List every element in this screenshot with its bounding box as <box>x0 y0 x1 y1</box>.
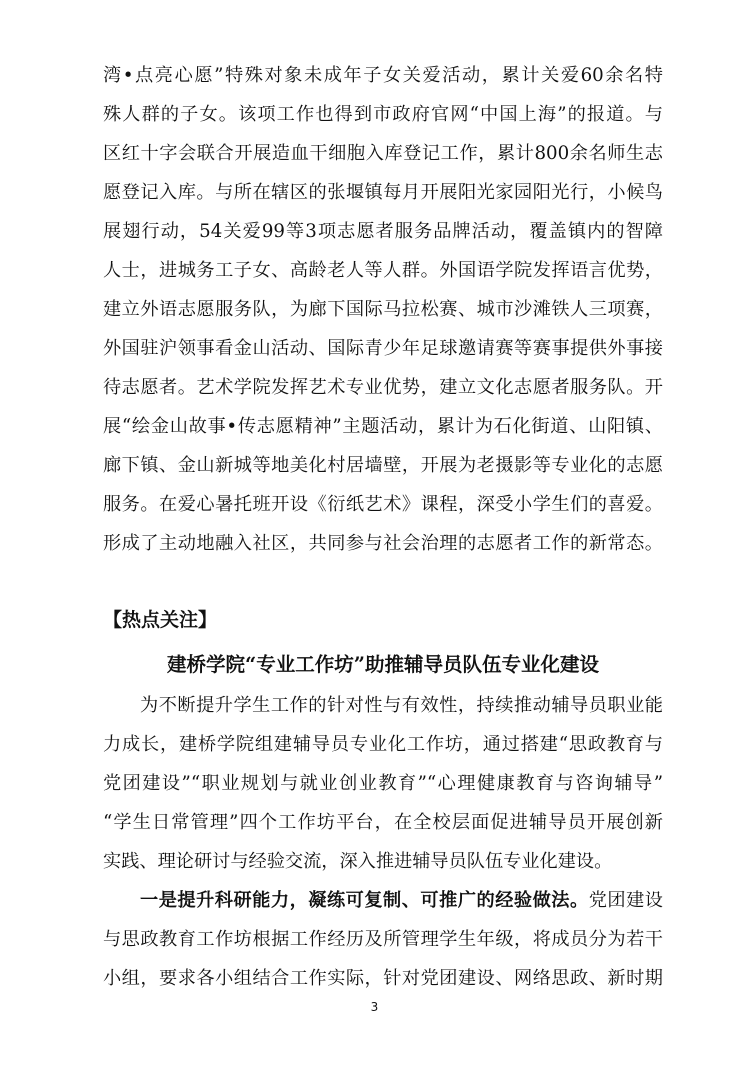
para2-line-3: 小组，要求各小组结合工作实际，针对党团建设、网络思政、新时期 <box>103 968 663 989</box>
para1-line-5: 实践、理论研讨与经验交流，深入推进辅导员队伍专业化建设。 <box>103 851 613 872</box>
intro-line-12: 服务。在爱心暑托班开设《衍纸艺术》课程，深受小学生们的喜爱。 <box>103 494 663 515</box>
intro-line-1: 湾•点亮心愿”特殊对象未成年子女关爱活动，累计关爱60余名特 <box>103 65 663 86</box>
intro-line-4: 愿登记入库。与所在辖区的张堰镇每月开展阳光家园阳光行，小候鸟 <box>103 182 663 203</box>
section-label: 【热点关注】 <box>103 609 218 631</box>
page-number: 3 <box>370 1000 379 1014</box>
intro-line-7: 建立外语志愿服务队，为廊下国际马拉松赛、城市沙滩铁人三项赛， <box>103 299 663 320</box>
intro-line-9: 待志愿者。艺术学院发挥艺术专业优势，建立文化志愿者服务队。开 <box>103 377 663 398</box>
para2-line-2: 与思政教育工作坊根据工作经历及所管理学生年级，将成员分为若干 <box>103 929 663 950</box>
intro-line-2: 殊人群的子女。该项工作也得到市政府官网“中国上海”的报道。与 <box>103 104 663 125</box>
para2-first-rest: 党团建设 <box>588 890 663 911</box>
intro-line-8: 外国驻沪领事看金山活动、国际青少年足球邀请赛等赛事提供外事接 <box>103 338 663 359</box>
para2-line-1 <box>140 884 663 918</box>
para2-bold-lead: 一是提升科研能力，凝练可复制、可推广的经验做法。 <box>140 890 589 911</box>
para1-line-2: 力成长，建桥学院组建辅导员专业化工作坊，通过搭建“思政教育与 <box>103 734 663 755</box>
intro-line-5: 展翅行动，54关爱99等3项志愿者服务品牌活动，覆盖镇内的智障 <box>103 221 663 242</box>
intro-line-10: 展“绘金山故事•传志愿精神”主题活动，累计为石化街道、山阳镇、 <box>103 416 663 437</box>
intro-line-3: 区红十字会联合开展造血干细胞入库登记工作，累计800余名师生志 <box>103 143 663 164</box>
intro-line-11: 廊下镇、金山新城等地美化村居墙壁，开展为老摄影等专业化的志愿 <box>103 455 663 476</box>
intro-line-6: 人士，进城务工子女、高龄老人等人群。外国语学院发挥语言优势， <box>103 260 663 281</box>
intro-line-13: 形成了主动地融入社区，共同参与社会治理的志愿者工作的新常态。 <box>103 533 663 554</box>
article-title: 建桥学院“专业工作坊”助推辅导员队伍专业化建设 <box>167 653 599 676</box>
para1-line-3: 党团建设”“职业规划与就业创业教育”“心理健康教育与咨询辅导” <box>103 773 663 794</box>
para1-line-4: “学生日常管理”四个工作坊平台，在全校层面促进辅导员开展创新 <box>103 812 663 833</box>
para1-line-1: 为不断提升学生工作的针对性与有效性，持续推动辅导员职业能 <box>140 695 663 716</box>
